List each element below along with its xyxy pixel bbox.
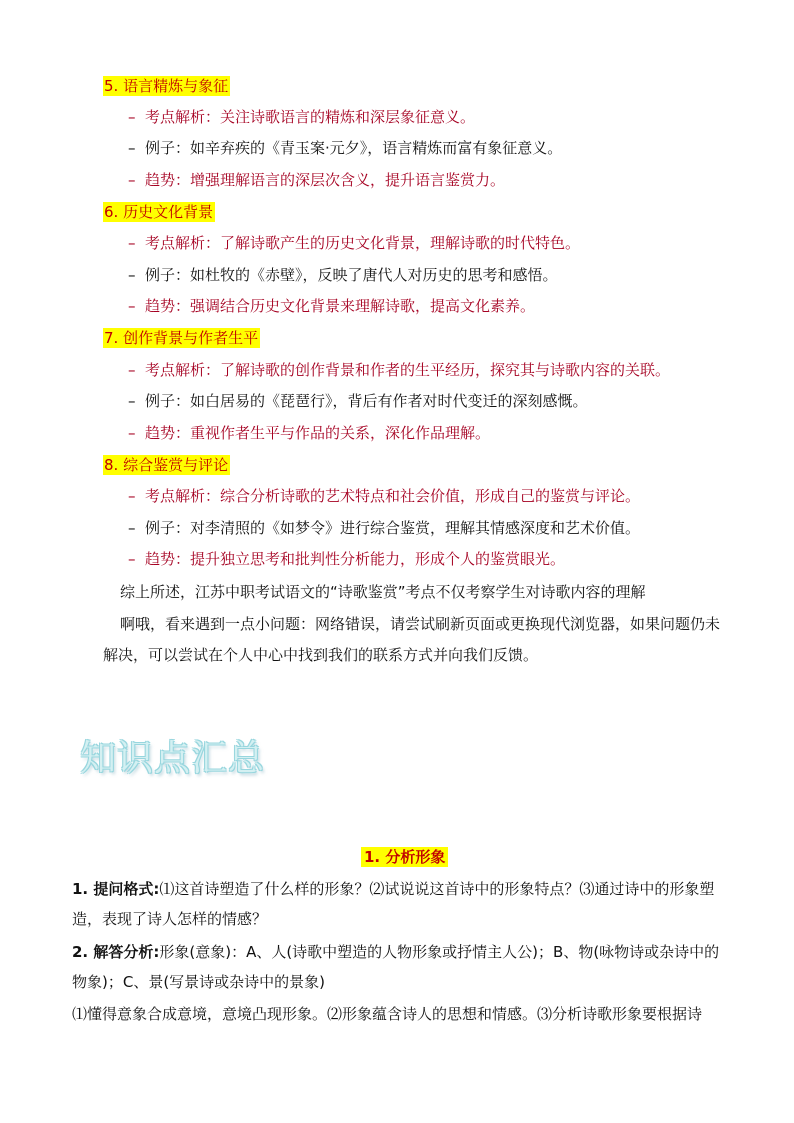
section-6-trend: – 趋势：强调结合历史文化背景来理解诗歌，提高文化素养。 <box>128 297 536 315</box>
section-6-example: – 例子：如杜牧的《赤壁》，反映了唐代人对历史的思考和感悟。 <box>128 266 558 284</box>
section-7-example: – 例子：如白居易的《琵琶行》，背后有作者对时代变迁的深刻感慨。 <box>128 392 588 410</box>
section-5-example: – 例子：如辛弃疾的《青玉案·元夕》，语言精炼而富有象征意义。 <box>128 139 563 157</box>
section-5-analysis: – 考点解析：关注诗歌语言的精炼和深层象征意义。 <box>128 108 476 126</box>
section-8-example: – 例子：对李清照的《如梦令》进行综合鉴赏，理解其情感深度和艺术价值。 <box>128 519 641 537</box>
section-8-analysis: – 考点解析：综合分析诗歌的艺术特点和社会价值，形成自己的鉴赏与评论。 <box>128 487 641 505</box>
subsection-title: 1. 分析形象 <box>361 846 448 868</box>
section-6-analysis: – 考点解析：了解诗歌产生的历史文化背景，理解诗歌的时代特色。 <box>128 234 581 252</box>
knowledge-summary-title: 知识点汇总 <box>80 738 266 779</box>
section-5-trend: – 趋势：增强理解语言的深层次含义，提升语言鉴赏力。 <box>128 171 506 189</box>
section-7-trend: – 趋势：重视作者生平与作品的关系，深化作品理解。 <box>128 424 491 442</box>
network-error-message: 啊哦，看来遇到一点小问题：网络错误，请尝试刷新页面或更换现代浏览器，如果问题仍未解决，可以尝试在个人中心中找到我们的联系方式并向我们反馈。 <box>103 615 721 664</box>
question-format: 1. 提问格式:⑴这首诗塑造了什么样的形象？⑵试说说这首诗中的形象特点？⑶通过诗中的形象塑造，表现了诗人怎样的情感？ <box>72 880 715 928</box>
analysis-steps: ⑴懂得意象合成意境，意境凸现形象。⑵形象蕴含诗人的思想和情感。⑶分析诗歌形象要根据诗 <box>72 1005 703 1023</box>
answer-analysis: 2. 解答分析:形象(意象)：A、人(诗歌中塑造的人物形象或抒情主人公)；B、物(咏物诗或杂诗中的物象)；C、景(写景诗或杂诗中的景象) <box>72 943 720 991</box>
section-heading-7: 7. 创作背景与作者生平 <box>104 329 259 347</box>
section-heading-6: 6. 历史文化背景 <box>104 203 214 221</box>
section-7-analysis: – 考点解析：了解诗歌的创作背景和作者的生平经历，探究其与诗歌内容的关联。 <box>128 361 671 379</box>
section-heading-5: 5. 语言精炼与象征 <box>104 77 229 95</box>
section-heading-8: 8. 综合鉴赏与评论 <box>104 456 229 474</box>
summary-paragraph: 综上所述，江苏中职考试语文的“诗歌鉴赏”考点不仅考察学生对诗歌内容的理解 <box>120 583 646 601</box>
section-8-trend: – 趋势：提升独立思考和批判性分析能力，形成个人的鉴赏眼光。 <box>128 550 566 568</box>
